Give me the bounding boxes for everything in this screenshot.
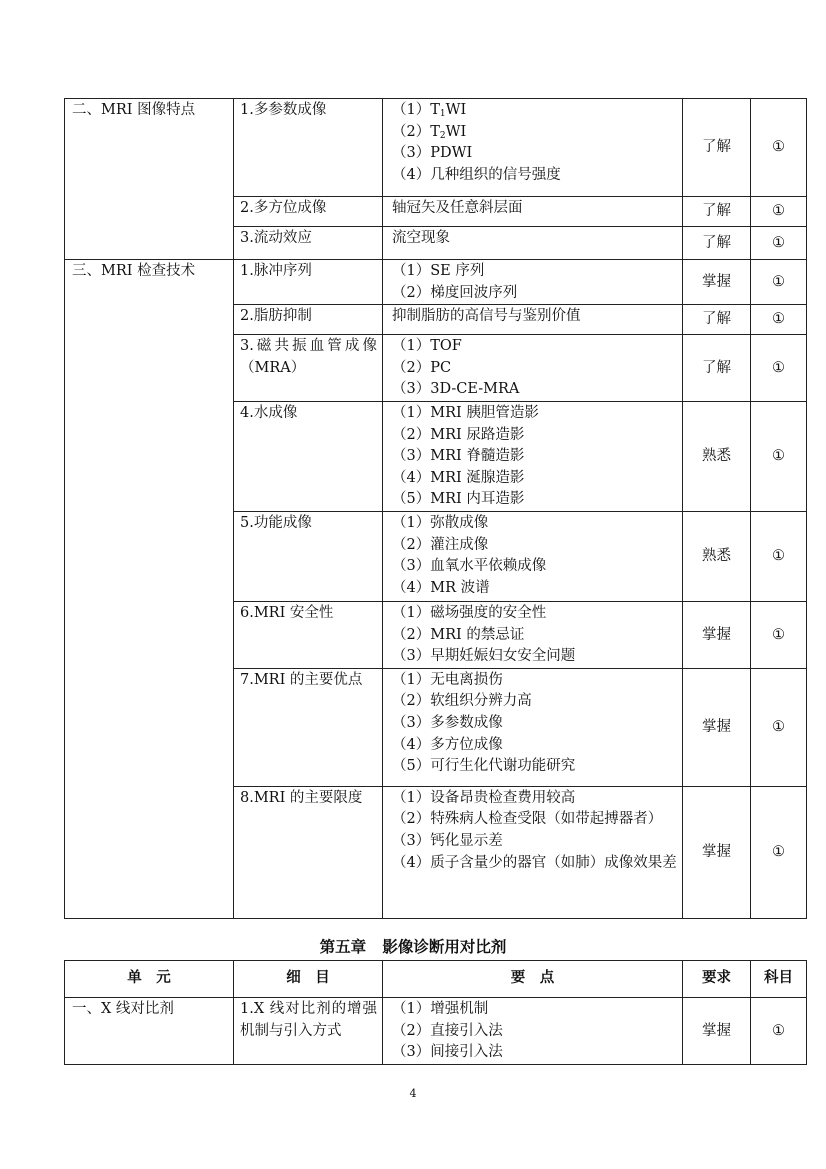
subject-cell: ① [751,305,807,335]
point-text: （4）MR 波谱 [392,579,490,596]
table-row [65,998,807,1065]
requirement-cell: 了解 [683,227,751,260]
requirement-cell: 了解 [683,335,751,402]
points-cell [383,260,683,305]
unit-cell: 二、MRI 图像特点 [65,99,234,260]
detail-cell: 6.MRI 安全性 [234,601,383,668]
table-header-row [65,961,807,998]
points-cell [383,601,683,668]
header-points: 要 点 [383,961,683,998]
mri-syllabus-table [64,98,807,919]
chapter-name: 影像诊断用对比剂 [382,938,507,956]
points-cell [383,305,683,335]
detail-cell: 7.MRI 的主要优点 [234,668,383,786]
point-text: （1）TOF [392,338,462,355]
point-text: （4）质子含量少的器官（如肺）成像效果差 [392,854,677,871]
point-text: 轴冠矢及任意斜层面 [392,200,523,216]
points-cell [383,227,683,260]
point-text: （4）多方位成像 [392,736,503,753]
point-text: （1）MRI 胰胆管造影 [392,404,539,421]
point-text: （3）MRI 脊髓造影 [392,448,525,465]
point-text: （1）弥散成像 [392,514,489,531]
point-text: （2）梯度回波序列 [392,284,518,301]
points-cell [383,511,683,601]
unit-cell: 三、MRI 检查技术 [65,260,234,919]
detail-cell: 1.X 线对比剂的增强机制与引入方式 [234,998,383,1065]
points-cell [383,401,683,511]
point-text: （3）早期妊娠妇女安全问题 [392,648,576,665]
point-text: 抑制脂肪的高信号与鉴别价值 [392,308,581,325]
detail-cell: 3.磁共振血管成像（MRA） [234,335,383,402]
point-text: （1）设备昂贵检查费用较高 [392,789,576,806]
requirement-cell: 掌握 [683,998,751,1065]
point-text: （4）几种组织的信号强度 [392,166,561,183]
detail-cell: 4.水成像 [234,401,383,511]
header-subject: 科目 [751,961,807,998]
detail-cell: 2.多方位成像 [234,197,383,227]
subject-cell: ① [751,511,807,601]
subject-cell: ① [751,668,807,786]
detail-cell: 1.脉冲序列 [234,260,383,305]
requirement-cell: 了解 [683,197,751,227]
point-text: （2）直接引入法 [392,1022,503,1039]
points-cell [383,335,683,402]
point-text: （2）PC [392,359,452,376]
subject-cell: ① [751,99,807,197]
subject-cell: ① [751,786,807,918]
chapter-number: 第五章 [319,938,367,956]
point-text: $(1)T_1WI$ [392,102,467,119]
subject-cell: ① [751,227,807,260]
detail-cell: 8.MRI 的主要限度 [234,786,383,918]
point-text: （3）钙化显示差 [392,832,503,849]
chapter-title [0,937,826,957]
requirement-cell: 熟悉 [683,401,751,511]
header-unit: 单 元 [65,961,234,998]
point-text: （1）无电离损伤 [392,671,503,688]
point-text: （3）血氧水平依赖成像 [392,558,547,575]
table-row [65,99,807,197]
detail-cell: 5.功能成像 [234,511,383,601]
points-cell [383,197,683,227]
points-cell [383,786,683,918]
requirement-cell: 了解 [683,99,751,197]
point-text: （1）增强机制 [392,1001,489,1017]
subject-cell: ① [751,998,807,1065]
subject-cell: ① [751,197,807,227]
contrast-agent-table [64,960,807,1065]
point-text: （4）MRI 涎腺造影 [392,469,525,486]
unit-cell: 一、X 线对比剂 [65,998,234,1065]
point-text: $(2)T_2WI$ [392,123,467,141]
point-text: （3）PDWI [392,145,473,162]
points-cell [383,668,683,786]
requirement-cell: 掌握 [683,260,751,305]
point-text: （3）间接引入法 [392,1044,503,1061]
header-detail: 细 目 [234,961,383,998]
subject-cell: ① [751,260,807,305]
point-text: （2）MRI 尿路造影 [392,426,525,443]
detail-cell: 3.流动效应 [234,227,383,260]
requirement-cell: 熟悉 [683,511,751,601]
points-cell [383,99,683,197]
point-text: （3）多参数成像 [392,714,503,731]
point-text: （2）特殊病人检查受限（如带起搏器者） [392,811,663,828]
point-text: （3）3D-CE-MRA [392,381,520,398]
points-cell [383,998,683,1065]
subject-cell: ① [751,335,807,402]
page-number: 4 [409,1087,417,1100]
point-text: （1）SE 序列 [392,263,485,279]
point-text: （2）MRI 的禁忌证 [392,626,525,643]
requirement-cell: 掌握 [683,601,751,668]
detail-cell: 2.脂肪抑制 [234,305,383,335]
point-text: （5）可行生化代谢功能研究 [392,758,576,775]
point-text: 流空现象 [392,230,450,246]
header-requirement: 要求 [683,961,751,998]
subject-cell: ① [751,401,807,511]
subject-cell: ① [751,601,807,668]
point-text: （1）磁场强度的安全性 [392,604,547,621]
point-text: （2）灌注成像 [392,536,489,553]
requirement-cell: 掌握 [683,668,751,786]
requirement-cell: 掌握 [683,786,751,918]
point-text: （2）软组织分辨力高 [392,693,532,710]
detail-cell: 1.多参数成像 [234,99,383,197]
table-row [65,260,807,305]
point-text: （5）MRI 内耳造影 [392,491,525,508]
requirement-cell: 了解 [683,305,751,335]
